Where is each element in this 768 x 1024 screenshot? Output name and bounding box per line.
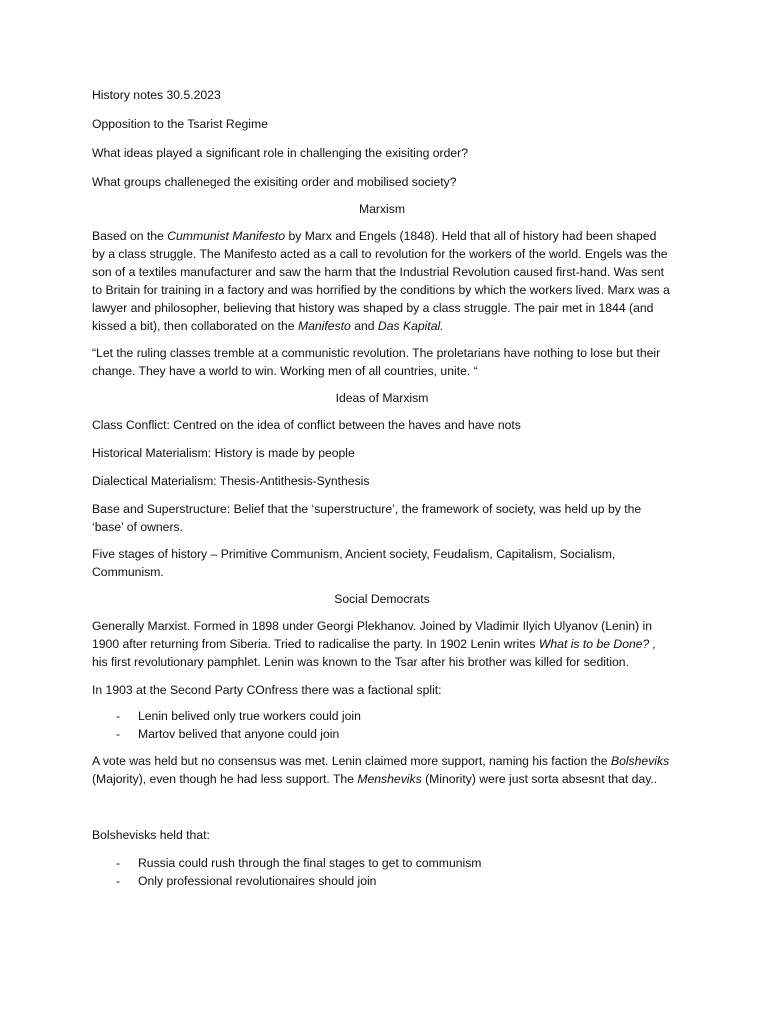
split-list xyxy=(92,707,672,743)
dash-bullet: - xyxy=(116,709,121,723)
list-item: - Only professional revolutionaires should join xyxy=(116,874,377,888)
heading-social-democrats: Social Democrats xyxy=(334,592,430,606)
vote-paragraph: A vote was held but no consensus was met. Lenin claimed more support, naming his faction the Bolsheviks (Majority), even though he had less support. The Mensheviks (Minority) were just sorta absesnt that day.. xyxy=(92,754,670,786)
idea-item: Class Conflict: Centred on the idea of conflict between the haves and have nots xyxy=(92,418,521,432)
list-item: - Lenin belived only true workers could join xyxy=(116,709,361,723)
dash-bullet: - xyxy=(116,856,121,870)
topic-title: Opposition to the Tsarist Regime xyxy=(92,117,268,131)
split-intro: In 1903 at the Second Party COnfress there was a factional split: xyxy=(92,683,442,697)
question-2: What groups challeneged the exisiting order and mobilised society? xyxy=(92,175,457,189)
idea-item: Historical Materialism: History is made by people xyxy=(92,446,355,460)
question-1: What ideas played a significant role in challenging the exisiting order? xyxy=(92,146,469,160)
dash-bullet: - xyxy=(116,874,121,888)
heading-marxism: Marxism xyxy=(358,202,406,216)
heading-ideas-of-marxism: Ideas of Marxism xyxy=(335,391,429,405)
date-line: History notes 30.5.2023 xyxy=(92,88,221,102)
idea-item: Base and Superstructure: Belief that the ‘superstructure’, the framework of society, was held up by the ‘base’ of owners. xyxy=(92,502,642,534)
idea-item: Five stages of history – Primitive Communism, Ancient society, Feudalism, Capitalism, Socialism, Communism. xyxy=(92,547,616,579)
document-body xyxy=(92,86,672,890)
bolsheviks-intro: Bolshevisks held that: xyxy=(92,828,210,842)
list-item: - Russia could rush through the final stages to get to communism xyxy=(116,856,482,870)
idea-item: Dialectical Materialism: Thesis-Antithesis-Synthesis xyxy=(92,474,370,488)
dash-bullet: - xyxy=(116,727,121,741)
list-item: - Martov belived that anyone could join xyxy=(116,727,340,741)
marxism-quote: “Let the ruling classes tremble at a communistic revolution. The proletarians have nothing to lose but their change. They have a world to win. Working men of all countries, unite. “ xyxy=(92,346,661,378)
social-democrats-paragraph: Generally Marxist. Formed in 1898 under Georgi Plekhanov. Joined by Vladimir Ilyich Ulyanov (Lenin) in 1900 after returning from Siberia. Tried to radicalise the party. In 1902 Lenin writes What is to be Done? , his first revolutionary pamphlet. Lenin was known to the Tsar after his brother was killed for sedition. xyxy=(92,619,657,669)
marxism-paragraph: Based on the Cummunist Manifesto by Marx and Engels (1848). Held that all of history had been shaped by a class struggle. The Manifesto acted as a call to revolution for the workers of the world. Engels was the son of a textiles manufacturer and saw the harm that the Industrial Revolution caused first-hand. Was sent to Britain for training in a factory and was horrified by the conditions by which the workers lived. Marx was a lawyer and philosopher, believing that history was shaped by a class struggle. The pair met in 1844 (and kissed a bit), then collaborated on the Manifesto and Das Kapital. xyxy=(92,229,670,333)
bolsheviks-list xyxy=(92,854,672,890)
